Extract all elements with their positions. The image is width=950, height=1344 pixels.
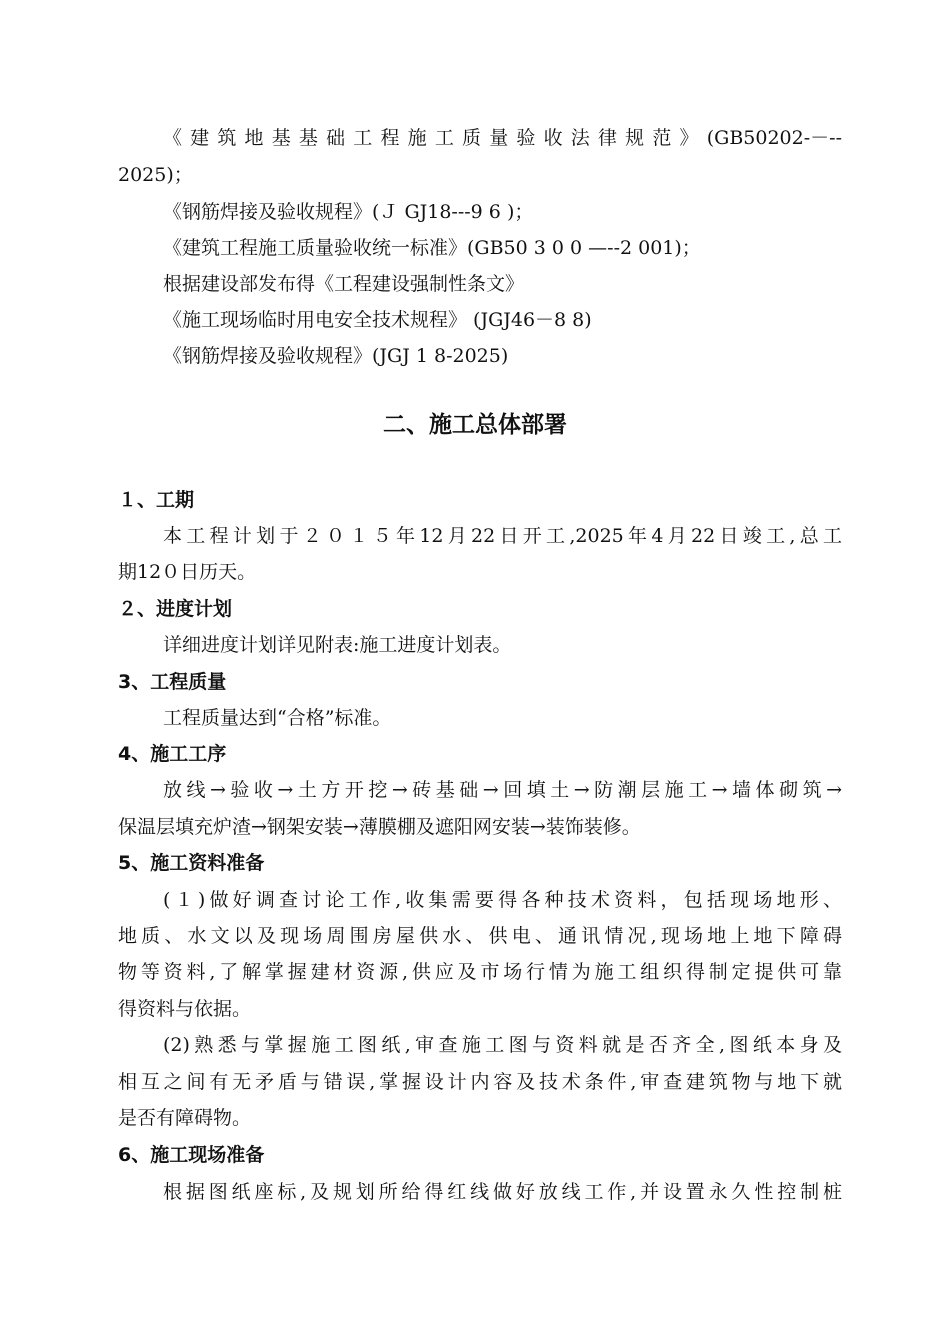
paragraph-line: 本工程计划于２０１５年12月22日开工,2025年4月22日竣工,总工: [163, 525, 842, 547]
heading-progress-plan: ２、进度计划: [118, 598, 233, 620]
paragraph-line: 是否有障碍物。: [118, 1107, 252, 1129]
paragraph-line: (2)熟悉与掌握施工图纸,审查施工图与资料就是否齐全,图纸本身及: [163, 1034, 842, 1056]
paragraph-line: 放线→验收→土方开挖→砖基础→回填土→防潮层施工→墙体砌筑→: [163, 779, 842, 801]
reference-line: 根据建设部发布得《工程建设强制性条文》: [163, 273, 525, 295]
paragraph-line: 保温层填充炉渣→钢架安装→薄膜棚及遮阳网安装→装饰装修。: [118, 816, 641, 838]
reference-line: 2025)；: [118, 164, 193, 186]
heading-site-preparation: 6、施工现场准备: [118, 1144, 265, 1166]
paragraph-line: 物等资料,了解掌握建材资源,供应及市场行情为施工组织得制定提供可靠: [118, 961, 842, 983]
reference-line: 《钢筋焊接及验收规程》(JGJ 1 8-2025): [163, 345, 509, 367]
paragraph-line: 得资料与依据。: [118, 998, 252, 1020]
section-title: 二、施工总体部署: [383, 412, 567, 438]
heading-documents: 5、施工资料准备: [118, 852, 265, 874]
paragraph-line: 期12０日历天。: [118, 561, 257, 583]
heading-process: 4、施工工序: [118, 743, 227, 765]
paragraph-line: (１)做好调查讨论工作,收集需要得各种技术资料，包括现场地形、: [163, 889, 842, 911]
paragraph-line: 详细进度计划详见附表:施工进度计划表。: [163, 634, 512, 656]
reference-line: 《钢筋焊接及验收规程》(Ｊ GJ18---9 6 )；: [163, 201, 534, 223]
reference-line: 《建筑地基基础工程施工质量验收法律规范》(GB50202-－--: [163, 127, 842, 149]
heading-quality: 3、工程质量: [118, 671, 227, 693]
paragraph-line: 相互之间有无矛盾与错误,掌握设计内容及技术条件,审查建筑物与地下就: [118, 1071, 842, 1093]
heading-schedule: １、工期: [118, 489, 195, 511]
reference-line: 《施工现场临时用电安全技术规程》 (JGJ46－8 8): [163, 309, 592, 331]
reference-line: 《建筑工程施工质量验收统一标准》(GB50 3 0 0 —--2 001)；: [163, 237, 701, 259]
paragraph-line: 根据图纸座标,及规划所给得红线做好放线工作,并设置永久性控制桩: [163, 1181, 842, 1203]
paragraph-line: 工程质量达到“合格”标准。: [163, 707, 392, 729]
paragraph-line: 地质、水文以及现场周围房屋供水、供电、通讯情况,现场地上地下障碍: [118, 925, 842, 947]
